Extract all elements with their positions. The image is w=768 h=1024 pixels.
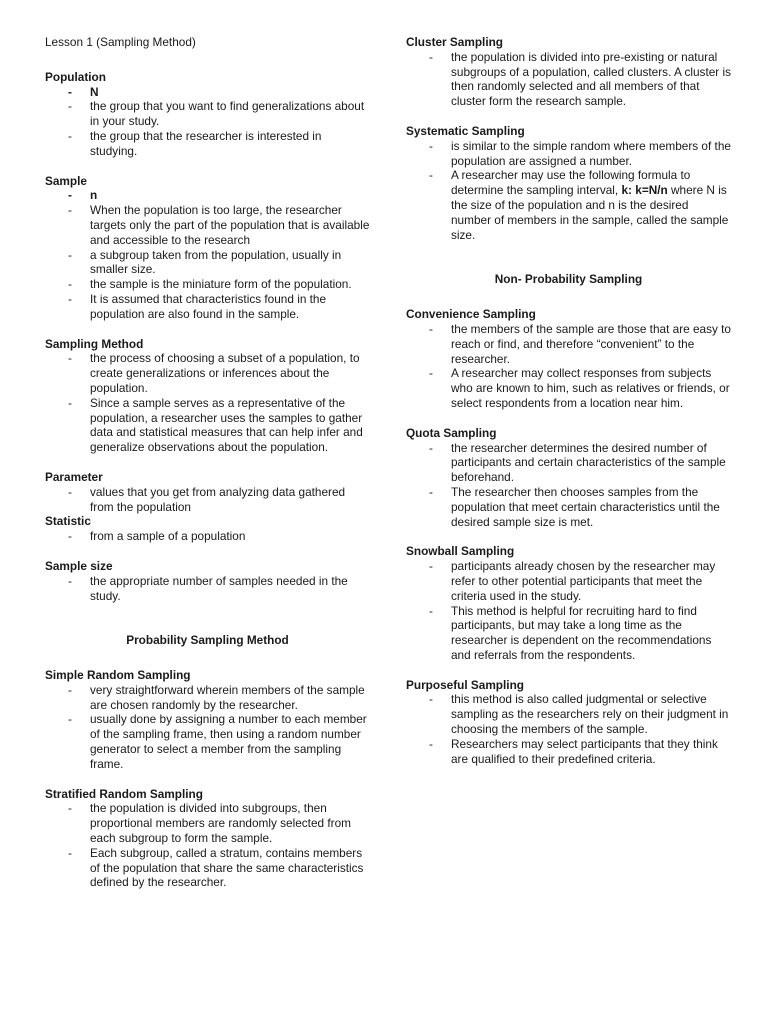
section-systematic — [406, 124, 731, 242]
non-probability-sampling-heading: Non- Probability Sampling — [494, 272, 643, 287]
section-heading: Statistic — [45, 514, 91, 529]
bullet-list — [406, 692, 731, 766]
section-heading: Quota Sampling — [406, 425, 497, 440]
list-item: - the appropriate number of samples needed in the study. — [45, 574, 370, 604]
list-item: - very straightforward wherein members of the sample are chosen randomly by the researcher. — [45, 683, 370, 713]
section-heading: Parameter — [45, 469, 103, 484]
bullet-list — [45, 485, 370, 515]
list-item: - values that you get from analyzing data gathered from the population — [45, 485, 370, 515]
list-item: - It is assumed that characteristics found in the population are also found in the sample. — [45, 292, 370, 322]
list-item: - Each subgroup, called a stratum, contains members of the population that share the same characteristics defined by the researcher. — [45, 846, 370, 890]
section-heading: Convenience Sampling — [406, 307, 536, 322]
symbol-item: - n — [45, 188, 370, 203]
bullet-list — [45, 529, 370, 544]
section-simple-random — [45, 668, 370, 772]
section-stratified — [45, 787, 370, 891]
list-item: - the process of choosing a subset of a population, to create generalizations or inferences about the population. — [45, 351, 370, 395]
bullet-list — [45, 188, 370, 321]
bullet-list — [406, 441, 731, 530]
list-item: - When the population is too large, the researcher targets only the part of the population that is available and accessible to the research — [45, 203, 370, 247]
list-item-text: A researcher may use the following formula to determine the sampling interval, — [451, 168, 691, 198]
bullet-list — [45, 801, 370, 890]
right-column — [406, 35, 731, 781]
list-item: - Since a sample serves as a representative of the population, a researcher uses the samples to gather data and statistical measures that can help infer and generalize observations about the population. — [45, 396, 370, 455]
list-item: - the population is divided into subgroups, then proportional members are randomly selected from each subgroup to form the sample. — [45, 801, 370, 845]
list-item — [406, 168, 731, 242]
section-cluster — [406, 35, 731, 109]
list-item: - The researcher then chooses samples from the population that meet certain characteristics until the desired sample size is met. — [406, 485, 731, 529]
section-population — [45, 70, 370, 159]
section-heading: Stratified Random Sampling — [45, 786, 203, 801]
list-item: - from a sample of a population — [45, 529, 370, 544]
list-item: - This method is helpful for recruiting hard to find participants, but may take a long time as the researcher is dependent on the recommendations and referrals from the respondents. — [406, 604, 731, 663]
section-sampling-method — [45, 337, 370, 455]
list-item: - the population is divided into pre-existing or natural subgroups of a population, called clusters. A cluster is then randomly selected and all members of that cluster form the research sample. — [406, 50, 731, 109]
document-title: Lesson 1 (Sampling Method) — [45, 35, 196, 49]
probability-sampling-heading: Probability Sampling Method — [126, 633, 289, 648]
section-heading: Purposeful Sampling — [406, 677, 524, 692]
section-heading: Sample size — [45, 558, 113, 573]
sampling-interval-formula: k: k=N/n — [621, 183, 668, 198]
bullet-list — [45, 85, 370, 159]
list-item: - this method is also called judgmental or selective sampling as the researchers rely on their judgment in choosing the members of the sample. — [406, 692, 731, 736]
list-item: - Researchers may select participants that they think are qualified to their predefined criteria. — [406, 737, 731, 767]
bullet-list — [406, 139, 731, 243]
list-item: - participants already chosen by the researcher may refer to other potential participants that meet the criteria used in the study. — [406, 559, 731, 603]
section-heading: Simple Random Sampling — [45, 668, 191, 683]
list-item: - the group that the researcher is interested in studying. — [45, 129, 370, 159]
bullet-list — [45, 574, 370, 604]
symbol-item: - N — [45, 85, 370, 100]
list-item-text: where N is the size of the population and n is the desired number of members in the sample, called the sample size. — [451, 183, 729, 242]
section-quota — [406, 426, 731, 530]
section-snowball — [406, 544, 731, 662]
list-item: - usually done by assigning a number to each member of the sampling frame, then using a random number generator to select a member from the sampling frame. — [45, 712, 370, 771]
bullet-list — [406, 322, 731, 411]
list-item: - a subgroup taken from the population, usually in smaller size. — [45, 248, 370, 278]
left-column — [45, 35, 370, 905]
section-heading: Systematic Sampling — [406, 123, 525, 138]
section-sample — [45, 174, 370, 322]
list-item: - the members of the sample are those that are easy to reach or find, and therefore “convenient” to the researcher. — [406, 322, 731, 366]
bullet-list — [45, 351, 370, 455]
section-sample-size — [45, 559, 370, 603]
list-item: - is similar to the simple random where members of the population are assigned a number. — [406, 139, 731, 169]
bullet-list — [406, 50, 731, 109]
list-item: - the group that you want to find generalizations about in your study. — [45, 99, 370, 129]
list-item: - the researcher determines the desired number of participants and certain characteristics of the sample beforehand. — [406, 441, 731, 485]
list-item: - A researcher may collect responses from subjects who are known to him, such as relatives or friends, or select respondents from a location near him. — [406, 366, 731, 410]
bullet-list — [406, 559, 731, 663]
section-heading: Cluster Sampling — [406, 35, 504, 49]
section-purposeful — [406, 678, 731, 767]
section-heading: Sampling Method — [45, 336, 144, 351]
section-statistic — [45, 514, 370, 544]
list-item: - the sample is the miniature form of the population. — [45, 277, 370, 292]
bullet-list — [45, 683, 370, 772]
section-parameter — [45, 470, 370, 514]
section-convenience — [406, 307, 731, 411]
section-heading: Sample — [45, 173, 87, 188]
section-heading: Population — [45, 69, 106, 84]
section-heading: Snowball Sampling — [406, 544, 515, 559]
